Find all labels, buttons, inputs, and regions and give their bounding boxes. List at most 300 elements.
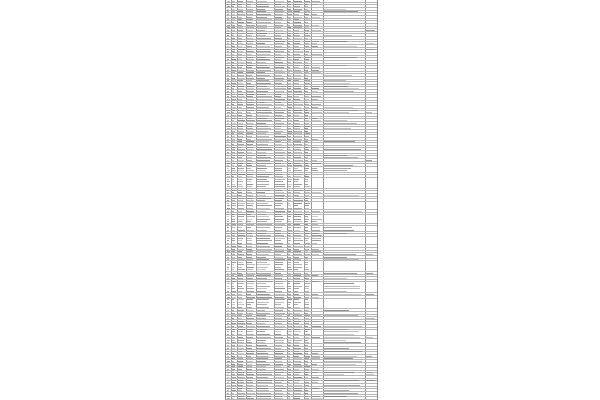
cell-text-mark (232, 168, 235, 169)
cell-text-mark (294, 340, 302, 341)
cell-text-mark (305, 227, 308, 228)
cell-text-mark (305, 181, 308, 182)
cell-text-mark (227, 179, 229, 180)
cell-text-mark (305, 340, 308, 341)
cell-text-mark (247, 288, 254, 289)
cell-text-mark (238, 334, 243, 335)
cell-text-mark (305, 221, 308, 222)
cell-text-mark (275, 267, 281, 268)
cell-text-mark (227, 398, 230, 399)
cell-text-mark (238, 227, 242, 228)
cell-text-mark (275, 288, 285, 289)
table-row (226, 202, 377, 210)
cell-text-mark (257, 205, 272, 206)
cell-text-mark (305, 243, 310, 244)
cell-text-mark (247, 184, 253, 185)
cell-text-mark (238, 208, 244, 209)
cell-text-mark (257, 283, 267, 284)
cell-text-mark (227, 291, 229, 292)
cell-text-mark (227, 208, 230, 209)
cell-text-mark (227, 240, 229, 241)
cell-text-mark (257, 227, 271, 228)
cell-text-mark (288, 186, 291, 187)
cell-text-mark (288, 205, 291, 206)
cell-text-mark (275, 264, 284, 265)
cell-text-mark (247, 286, 253, 287)
cell-text-mark (257, 342, 266, 343)
cell-text-mark (324, 334, 354, 335)
cell-text-mark (232, 230, 235, 231)
cell-text-mark (238, 299, 244, 300)
cell-text-mark (257, 334, 270, 335)
cell-text-mark (275, 203, 283, 204)
cell-text-mark (288, 170, 291, 171)
cell-text-mark (294, 283, 300, 284)
table-row (226, 178, 377, 189)
cell-text-mark (294, 262, 299, 263)
cell-text-mark (305, 186, 310, 187)
cell-text-mark (288, 208, 292, 209)
cell-text-mark (238, 267, 242, 268)
cell-text-mark (324, 291, 347, 292)
cell-text-mark (232, 205, 236, 206)
cell-text-mark (288, 288, 291, 289)
cell-text-mark (238, 179, 242, 180)
cell-text-mark (247, 307, 252, 308)
cell-text-mark (275, 168, 282, 169)
cell-text-mark (324, 227, 353, 228)
cell-text-mark (232, 203, 236, 204)
table-row (226, 299, 377, 310)
cell-text-mark (257, 203, 268, 204)
cell-text-mark (227, 203, 229, 204)
cell-text-mark (288, 203, 290, 204)
cell-text-mark (288, 286, 291, 287)
cell-text-mark (275, 340, 284, 341)
cell-text-mark (275, 219, 284, 220)
cell-text-mark (232, 181, 234, 182)
cell-text-mark (238, 219, 244, 220)
cell-text-mark (232, 288, 235, 289)
cell-text-mark (247, 238, 252, 239)
cell-text-mark (324, 170, 348, 171)
cell-text-mark (247, 216, 255, 217)
cell-text-mark (232, 331, 235, 332)
cell-text-mark (247, 340, 252, 341)
cell-text-mark (294, 230, 300, 231)
cell-text-mark (275, 208, 284, 209)
cell-text-mark (305, 283, 310, 284)
table-row (226, 261, 377, 272)
cell-text-mark (247, 262, 253, 263)
cell-text-mark (232, 286, 234, 287)
cell-text-mark (257, 264, 270, 265)
cell-text-mark (275, 286, 284, 287)
cell-text-mark (305, 304, 309, 305)
cell-text-mark (227, 221, 230, 222)
cell-text-mark (247, 299, 253, 300)
cell-text-mark (257, 269, 266, 270)
cell-text-mark (275, 299, 286, 300)
cell-text-mark (238, 331, 244, 332)
cell-text-mark (238, 304, 244, 305)
cell-text-mark (294, 307, 301, 308)
cell-text-mark (294, 291, 298, 292)
spreadsheet-page (225, 0, 378, 400)
cell-text-mark (294, 302, 301, 303)
cell-text-mark (294, 243, 301, 244)
cell-text-mark (227, 283, 230, 284)
table-row (226, 215, 377, 223)
cell-text-mark (227, 219, 229, 220)
cell-text-mark (238, 205, 244, 206)
cell-text-mark (257, 170, 266, 171)
cell-text-mark (238, 340, 244, 341)
cell-text-mark (312, 216, 318, 217)
cell-text-mark (232, 240, 236, 241)
cell-text-mark (232, 267, 235, 268)
cell-text-mark (305, 299, 308, 300)
cell-text-mark (238, 203, 245, 204)
cell-text-mark (288, 291, 291, 292)
cell-text-mark (232, 307, 235, 308)
cell-text-mark (247, 205, 253, 206)
cell-text-mark (294, 331, 301, 332)
cell-text-mark (275, 304, 281, 305)
cell-text-mark (232, 216, 235, 217)
table-row (226, 283, 377, 294)
cell-text-mark (247, 208, 253, 209)
cell-text-mark (238, 283, 244, 284)
cell-text-mark (275, 181, 284, 182)
cell-text-mark (288, 302, 291, 303)
cell-text-mark (294, 238, 301, 239)
cell-text-mark (227, 340, 230, 341)
cell-text-mark (238, 181, 243, 182)
cell-text-mark (257, 291, 267, 292)
cell-text-mark (275, 398, 283, 399)
cell-text-mark (288, 181, 292, 182)
cell-text-mark (232, 269, 234, 270)
cell-text-mark (288, 331, 292, 332)
cell-text-mark (305, 205, 309, 206)
cell-text-mark (257, 216, 269, 217)
cell-text-mark (305, 238, 309, 239)
cell-text-mark (275, 240, 281, 241)
cell-text-mark (247, 170, 254, 171)
cell-text-mark (312, 219, 322, 220)
cell-text-mark (275, 205, 281, 206)
cell-text-mark (227, 267, 229, 268)
cell-text-mark (247, 240, 252, 241)
cell-text-mark (257, 262, 267, 263)
cell-text-mark (324, 331, 359, 332)
cell-text-mark (238, 230, 245, 231)
cell-text-mark (305, 230, 308, 231)
cell-text-mark (275, 334, 281, 335)
cell-text-mark (247, 243, 253, 244)
cell-text-mark (288, 168, 291, 169)
cell-text-mark (247, 291, 254, 292)
cell-text-mark (305, 267, 308, 268)
cell-text-mark (238, 264, 244, 265)
cell-text-mark (305, 398, 309, 399)
cell-text-mark (312, 243, 317, 244)
cell-text-mark (247, 186, 252, 187)
cell-text-mark (305, 288, 309, 289)
cell-text-mark (294, 398, 300, 399)
cell-text-mark (238, 168, 244, 169)
cell-text-mark (305, 286, 309, 287)
cell-text-mark (232, 221, 235, 222)
cell-text-mark (227, 243, 230, 244)
cell-text-mark (275, 262, 283, 263)
cell-text-mark (294, 269, 299, 270)
cell-text-mark (294, 221, 302, 222)
cell-text-mark (288, 342, 291, 343)
cell-text-mark (238, 186, 243, 187)
cell-text-mark (238, 216, 244, 217)
cell-text-mark (312, 227, 321, 228)
cell-text-mark (238, 262, 243, 263)
cell-text-mark (238, 288, 245, 289)
cell-text-mark (324, 230, 354, 231)
cell-text-mark (275, 243, 283, 244)
cell-text-mark (305, 307, 309, 308)
cell-text-mark (305, 334, 310, 335)
cell-text-mark (294, 304, 298, 305)
cell-text-mark (238, 398, 245, 399)
cell-text-mark (247, 283, 254, 284)
cell-text-mark (275, 331, 281, 332)
cell-text-mark (238, 184, 242, 185)
cell-text-mark (324, 286, 360, 287)
cell-text-mark (288, 264, 291, 265)
cell-text-mark (294, 203, 302, 204)
cell-text-mark (257, 302, 269, 303)
cell-text-mark (294, 267, 302, 268)
cell-text-mark (294, 240, 303, 241)
table-row (226, 237, 377, 245)
cell-text-mark (257, 267, 268, 268)
cell-text-mark (288, 240, 291, 241)
cell-text-mark (305, 184, 308, 185)
cell-text-mark (238, 302, 243, 303)
cell-text-mark (247, 181, 251, 182)
cell-text-mark (275, 269, 284, 270)
cell-text-mark (247, 219, 252, 220)
cell-text-mark (247, 331, 254, 332)
cell-text-mark (294, 342, 300, 343)
cell-text-mark (275, 307, 284, 308)
cell-text-mark (305, 168, 310, 169)
cell-text-mark (294, 208, 302, 209)
cell-text-mark (275, 221, 282, 222)
cell-text-mark (275, 230, 281, 231)
cell-text-mark (275, 291, 283, 292)
cell-text-mark (288, 262, 291, 263)
cell-text-mark (227, 286, 229, 287)
cell-text-mark (232, 291, 236, 292)
cell-text-mark (227, 269, 229, 270)
cell-text-mark (247, 168, 251, 169)
cell-text-mark (257, 240, 272, 241)
cell-text-mark (294, 181, 299, 182)
cell-text-mark (232, 184, 235, 185)
cell-text-mark (238, 238, 243, 239)
cell-text-mark (305, 342, 310, 343)
cell-text-mark (305, 216, 308, 217)
cell-text-mark (227, 170, 230, 171)
cell-text-mark (288, 243, 290, 244)
cell-text-mark (288, 299, 292, 300)
cell-text-mark (257, 219, 271, 220)
cell-text-mark (238, 170, 244, 171)
cell-text-mark (232, 334, 235, 335)
cell-text-mark (305, 302, 309, 303)
cell-text-mark (294, 179, 299, 180)
cell-text-mark (312, 170, 318, 171)
cell-text-mark (257, 181, 269, 182)
cell-text-mark (238, 342, 245, 343)
cell-text-mark (247, 269, 253, 270)
cell-text-mark (294, 186, 301, 187)
cell-text-mark (288, 221, 291, 222)
cell-text-mark (232, 264, 234, 265)
cell-text-mark (275, 227, 282, 228)
cell-text-mark (324, 168, 351, 169)
cell-text-mark (238, 269, 245, 270)
cell-text-mark (324, 342, 361, 343)
cell-text-mark (257, 340, 267, 341)
cell-text-mark (238, 307, 243, 308)
cell-text-mark (227, 181, 230, 182)
cell-text-mark (294, 170, 302, 171)
watermark (344, 390, 384, 397)
cell-text-mark (288, 283, 291, 284)
cell-text-mark (294, 264, 302, 265)
cell-text-mark (312, 168, 317, 169)
cell-text-mark (227, 304, 230, 305)
cell-text-mark (288, 179, 292, 180)
cell-text-mark (257, 208, 270, 209)
cell-text-mark (294, 288, 300, 289)
cell-text-mark (232, 340, 235, 341)
cell-text-mark (227, 331, 229, 332)
cell-text-mark (232, 179, 235, 180)
cell-text-mark (247, 304, 252, 305)
cell-text-mark (294, 219, 302, 220)
cell-text-mark (288, 267, 292, 268)
cell-text-mark (288, 340, 292, 341)
cell-text-mark (257, 186, 266, 187)
cell-text-mark (305, 170, 308, 171)
cell-text-mark (305, 179, 308, 180)
cell-text-mark (288, 184, 292, 185)
cell-text-mark (238, 240, 242, 241)
cell-text-mark (312, 230, 320, 231)
cell-text-mark (247, 398, 254, 399)
cell-text-mark (227, 205, 230, 206)
cell-text-mark (294, 216, 301, 217)
cell-text-mark (288, 219, 290, 220)
cell-text-mark (312, 238, 321, 239)
cell-text-mark (275, 283, 283, 284)
cell-text-mark (324, 340, 346, 341)
cell-text-mark (257, 184, 269, 185)
cell-text-mark (227, 238, 230, 239)
cell-text-mark (257, 230, 267, 231)
cell-text-mark (294, 184, 302, 185)
cell-text-mark (238, 221, 242, 222)
cell-text-mark (294, 227, 301, 228)
cell-text-mark (247, 203, 254, 204)
cell-text-mark (324, 283, 355, 284)
cell-text-mark (227, 230, 229, 231)
cell-text-mark (232, 208, 235, 209)
cell-text-mark (232, 398, 235, 399)
cell-text-mark (312, 240, 321, 241)
cell-text-mark (305, 219, 309, 220)
cell-text-mark (275, 186, 285, 187)
cell-text-mark (232, 302, 235, 303)
cell-text-mark (312, 221, 317, 222)
cell-text-mark (288, 230, 292, 231)
cell-text-mark (324, 288, 360, 289)
cell-text-mark (227, 186, 230, 187)
cell-text-mark (227, 184, 229, 185)
cell-text-mark (247, 227, 252, 228)
cell-text-mark (227, 264, 230, 265)
cell-text-mark (275, 170, 282, 171)
cell-text-mark (288, 238, 291, 239)
cell-text-mark (275, 342, 284, 343)
cell-text-mark (247, 264, 255, 265)
cell-text-mark (232, 243, 235, 244)
cell-text-mark (232, 299, 235, 300)
cell-text-mark (238, 286, 242, 287)
cell-text-mark (257, 238, 270, 239)
cell-text-mark (227, 299, 229, 300)
cell-text-mark (288, 269, 292, 270)
cell-text-mark (238, 291, 242, 292)
cell-text-mark (305, 208, 309, 209)
cell-text-mark (294, 299, 300, 300)
cell-text-mark (275, 238, 286, 239)
cell-text-mark (227, 334, 229, 335)
cell-text-mark (288, 227, 291, 228)
cell-text-mark (247, 221, 251, 222)
cell-text-mark (305, 262, 309, 263)
cell-text-mark (305, 264, 308, 265)
cell-text-mark (247, 342, 252, 343)
cell-text-mark (305, 291, 309, 292)
cell-text-mark (257, 179, 268, 180)
cell-text-mark (247, 179, 252, 180)
cell-text-mark (227, 288, 230, 289)
cell-text-mark (257, 398, 271, 399)
cell-text-mark (232, 283, 235, 284)
cell-text-mark (257, 243, 268, 244)
cell-text-mark (288, 398, 291, 399)
cell-text-mark (305, 240, 308, 241)
cell-text-mark (305, 269, 309, 270)
cell-text-mark (288, 334, 292, 335)
cell-text-mark (275, 184, 285, 185)
cell-text-mark (294, 205, 298, 206)
cell-text-mark (232, 186, 236, 187)
cell-text-mark (275, 216, 283, 217)
